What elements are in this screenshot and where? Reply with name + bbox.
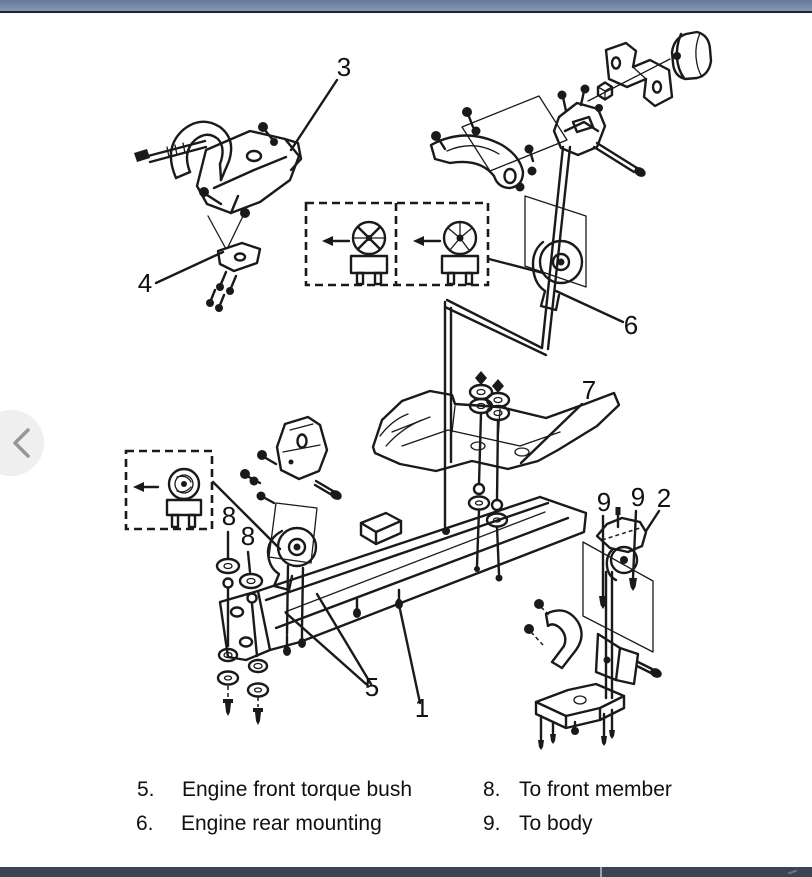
legend-label: To front member: [519, 778, 672, 801]
legend-number: 6.: [136, 812, 154, 835]
callout-2: 2: [656, 483, 672, 513]
callout-5: 5: [364, 672, 380, 702]
callout-7: 7: [581, 375, 597, 405]
bottom-bar-divider: [600, 867, 602, 877]
legend-number: 5.: [137, 778, 155, 801]
callout-9b: 9: [630, 482, 646, 512]
legend-item-8: [483, 778, 672, 802]
legend-label: To body: [519, 812, 593, 835]
callout-8a: 8: [221, 501, 237, 531]
callout-4: 4: [137, 268, 153, 298]
bushing-detail-inset: [126, 451, 280, 549]
callout-1: 1: [414, 693, 430, 723]
callout-numbers: [138, 52, 671, 723]
legend-item-5: [137, 778, 412, 802]
legend-label: Engine rear mounting: [181, 812, 382, 835]
callout-8b: 8: [240, 521, 256, 551]
legend-number: 9.: [483, 812, 501, 835]
chevron-left-icon: [10, 427, 32, 459]
panel-washer-stack-left: [469, 371, 492, 572]
mounting-bolt-shafts: [442, 147, 570, 535]
bushing-orientation-inset: [306, 203, 543, 285]
callout-9a: 9: [596, 487, 612, 517]
engine-rear-mounting-part: [525, 196, 623, 322]
callout-3: 3: [336, 52, 352, 82]
rear-mount-upper-assembly: [431, 32, 711, 192]
legend-item-9: [483, 812, 593, 836]
crossmember-pad: [361, 513, 401, 544]
legend-label: Engine front torque bush: [182, 778, 412, 801]
front-member-bolt-stack-1: [217, 532, 239, 716]
front-roll-stopper-assembly: [134, 80, 337, 312]
legend-item-6: [136, 812, 382, 836]
bottom-bar-mark: [788, 870, 797, 875]
bottom-window-bar: [0, 867, 812, 877]
front-crossmember: [220, 497, 586, 703]
rear-mount-lower-assembly: [524, 507, 663, 750]
callout-6: 6: [623, 310, 639, 340]
panel-washer-stack-right: [487, 379, 509, 582]
legend-number: 8.: [483, 778, 501, 801]
